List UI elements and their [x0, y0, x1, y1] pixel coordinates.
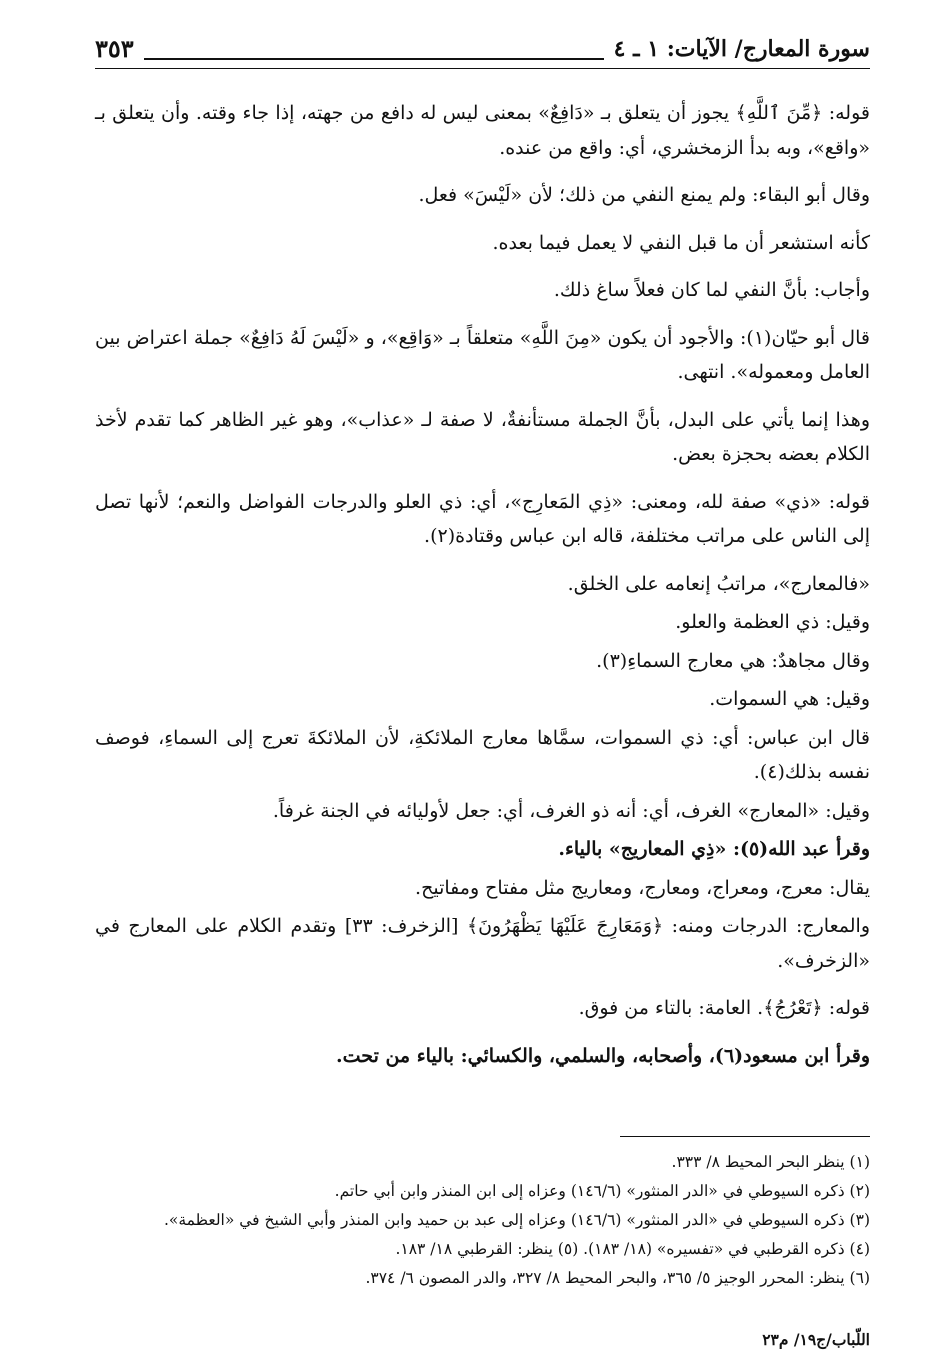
- footnote-separator: [620, 1136, 870, 1137]
- book-page: [95, 24, 870, 1354]
- header-rule: [95, 68, 870, 69]
- paragraph: والمعارج: الدرجات ومنه: ﴿وَمَعَارِجَ عَلَيْهَا يَظْهَرُونَ﴾ [الزخرف: ٣٣] وتقدم الكلام على المعارج في «الزخرف».: [95, 915, 870, 972]
- running-title: سورة المعارج/ الآيات: ١ ـ ٤: [613, 36, 870, 62]
- paragraph: كأنه استشعر أن ما قبل النفي لا يعمل فيما بعده.: [492, 231, 870, 254]
- footnotes: [95, 1148, 870, 1293]
- footnote: (٣) ذكره السيوطي في «الدر المنثور» (١٤٦/٦) وعزاه إلى عبد بن حميد وابن المنذر وأبي الشيخ في «العظمة».: [163, 1211, 870, 1229]
- paragraph: وهذا إنما يأتي على البدل، بأنَّ الجملة مستأنفةٌ، لا صفة لـ «عذاب»، وهو غير الظاهر كما تقدم لأخذ الكلام بعضه بحجزة بعض.: [95, 408, 870, 465]
- main-text: [95, 96, 870, 1086]
- paragraph: وقرأ عبد الله(٥): «ذِي المعاريج» بالياء.: [558, 838, 870, 860]
- header-leader-line: [144, 58, 604, 60]
- paragraph: وقال أبو البقاء: ولم يمنع النفي من ذلك؛ لأن «لَيْسَ» فعل.: [418, 184, 870, 206]
- page-number: ٣٥٣: [95, 34, 134, 63]
- paragraph: قال أبو حيّان(١): والأجود أن يكون «مِنَ اللَّهِ» متعلقاً بـ «وَاقِع»، و «لَيْسَ لَهُ دَافِعٌ» جملة اعتراض بين العامل ومعموله». انتهى.: [95, 326, 870, 383]
- footnote: (٦) ينظر: المحرر الوجيز ٥/ ٣٦٥، والبحر المحيط ٨/ ٣٢٧، والدر المصون ٦/ ٣٧٤.: [365, 1269, 870, 1287]
- paragraph: وأجاب: بأنَّ النفي لما كان فعلاً ساغ ذلك.: [553, 279, 870, 301]
- paragraph: قوله: ﴿تَعْرُجُ﴾. العامة: بالتاء من فوق.: [578, 997, 870, 1019]
- paragraph: «فالمعارج»، مراتبُ إنعامه على الخلق.: [567, 572, 870, 595]
- paragraph: وقيل: هي السموات.: [709, 688, 870, 710]
- paragraph: وقيل: «المعارج» الغرف، أي: أنه ذو الغرف، أي: جعل لأوليائه في الجنة غرفاً.: [272, 799, 870, 822]
- footnote: (١) ينظر البحر المحيط ٨/ ٣٣٣.: [671, 1153, 870, 1171]
- footnote: (٢) ذكره السيوطي في «الدر المنثور» (١٤٦/٦) وعزاه إلى ابن المنذر وابن أبي حاتم.: [334, 1182, 870, 1200]
- footnote: (٤) ذكره القرطبي في «تفسيره» (١٨/ ١٨٣). (٥) ينظر: القرطبي ١٨/ ١٨٣.: [395, 1240, 870, 1258]
- paragraph: قوله: ﴿مِّنَ ٱللَّهِ﴾ يجوز أن يتعلق بـ «دَافِعٌ» بمعنى ليس له دافع من جهته، إذا جاء وقته. وأن يتعلق بـ «واقع»، وبه بدأ الزمخشري، أي: واقع من عنده.: [95, 102, 870, 159]
- page-header: [95, 24, 870, 66]
- paragraph: وقرأ ابن مسعود(٦)، وأصحابه، والسلمي، والكسائي: بالياء من تحت.: [336, 1044, 870, 1067]
- paragraph: يقال: معرج، ومعراج، ومعارج، ومعاريج مثل مفتاح ومفاتيح.: [415, 876, 870, 899]
- paragraph: قال ابن عباس: أي: ذي السموات، سمَّاها معارج الملائكةِ، لأن الملائكةَ تعرج إلى السماءِ، فوصف نفسه بذلك(٤).: [95, 726, 870, 783]
- paragraph: وقيل: ذي العظمة والعلو.: [675, 611, 870, 633]
- paragraph: قوله: «ذي» صفة لله، ومعنى: «ذِي المَعارِج»، أي: ذي العلو والدرجات الفواضل والنعم؛ لأنها تصل إلى الناس على مراتب مختلفة، قاله ابن عباس وقتادة(٢).: [95, 490, 870, 547]
- paragraph: وقال مجاهدٌ: هي معارج السماءِ(٣).: [596, 649, 870, 672]
- printer-signature: اللّباب/ج١٩/ م٢٣: [762, 1330, 870, 1349]
